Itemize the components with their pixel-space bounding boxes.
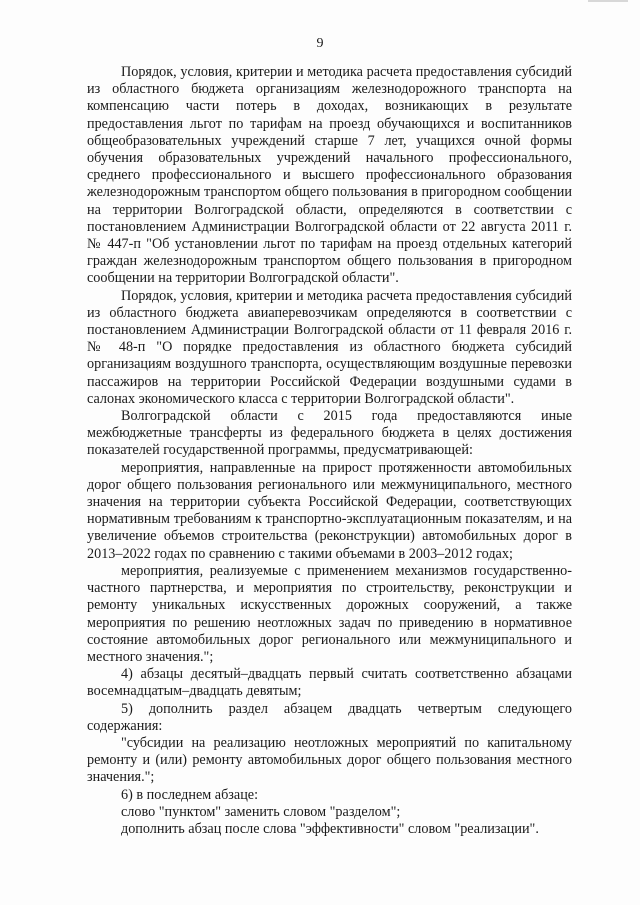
paragraph-add-word: дополнить абзац после слова "эффективности" словом "реализации".: [121, 820, 539, 837]
paragraph-interbudget-transfers: Волгоградской области с 2015 года предоставляются иные межбюджетные трансферты из федерального бюджета в целях достижения показателей государственной программы, предусматривающей:: [87, 408, 572, 459]
paragraph-railway-subsidies: Порядок, условия, критерии и методика расчета предоставления субсидий из областного бюджета организациям железнодорожного транспорта на компенсацию части потерь в доходах, возникающих в результате предоставления льгот по тарифам на проезд обучающихся и воспитанников общеобразовательных учреждений старше 7 лет, учащихся очной формы обучения образовательных учреждений начального профессионального, среднего профессионального и высшего профессионального образования железнодорожным транспортом общего пользования в пригородном сообщении на территории Волгоградской области, определяются в соответствии с постановлением Администрации Волгоградской области от 22 августа 2011 г. № 447-п "Об установлении льгот по тарифам на проезд отдельных категорий граждан железнодорожным транспортом общего пользования в пригородном сообщении на территории Волгоградской области".: [87, 64, 572, 287]
paragraph-replace-word: слово "пунктом" заменить словом "разделом";: [121, 803, 401, 820]
paragraph-quoted-subsidies: "субсидии на реализацию неотложных мероприятий по капитальному ремонту и (или) ремонту автомобильных дорог общего пользования местного значения.";: [87, 734, 572, 786]
paragraph-item-6: 6) в последнем абзаце:: [121, 786, 259, 803]
document-body: [87, 64, 572, 838]
paragraph-item-5: 5) дополнить раздел абзацем двадцать четвертым следующего содержания:: [87, 700, 572, 734]
page-number: 9: [316, 36, 324, 51]
paragraph-item-4: 4) абзацы десятый–двадцать первый считать соответственно абзацами восемнадцатым–двадцать девятым;: [87, 666, 572, 700]
paragraph-air-carrier-subsidies: Порядок, условия, критерии и методика расчета предоставления субсидий из областного бюджета авиаперевозчикам определяются в соответствии с постановлением Администрации Волгоградской области от 11 февраля 2016 г. № 48-п "О порядке предоставления из областного бюджета субсидий организациям воздушного транспорта, осуществляющим воздушные перевозки пассажиров на территории Российской Федерации воздушными судами в салонах экономического класса с территории Волгоградской области".: [87, 287, 572, 407]
scan-artifact: [588, 0, 628, 2]
paragraph-ppp-measures: мероприятия, реализуемые с применением механизмов государственно-частного партнерства, и мероприятия по строительству, реконструкции и ремонту уникальных искусственных дорожных сооружений, а также мероприятия по решению неотложных задач по приведению в нормативное состояние автомобильных дорог регионального или межмуниципального и местного значения.";: [87, 562, 572, 665]
paragraph-road-measures: мероприятия, направленные на прирост протяженности автомобильных дорог общего пользования регионального или межмуниципального, местного значения на территории субъекта Российской Федерации, соответствующих нормативным требованиям к транспортно-эксплуатационным показателям, и на увеличение объемов строительства (реконструкции) автомобильных дорог в 2013–2022 годах по сравнению с такими объемами в 2003–2012 годах;: [87, 459, 572, 562]
